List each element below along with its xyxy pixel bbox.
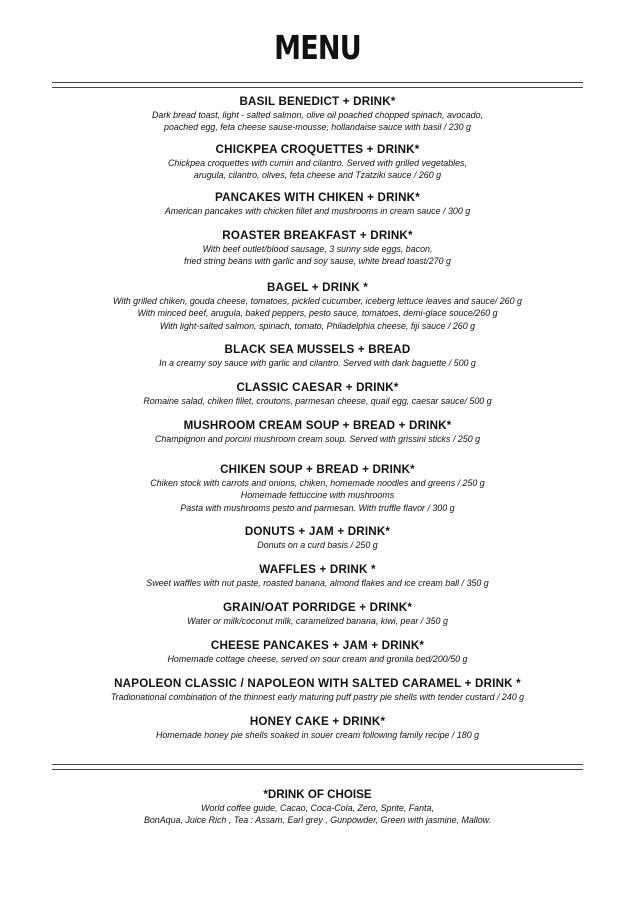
item-name: BAGEL + DRINK * <box>266 281 369 294</box>
item-description: Homemade fettuccine with mushrooms <box>240 490 395 501</box>
item-description: Romaine salad, chiken fillet, croutons, parmesan cheese, quail egg, caesar sauce/ 500 g <box>143 396 492 406</box>
item-name: HONEY CAKE + DRINK* <box>249 715 386 728</box>
item-description: Champignon and porcini mushroom cream soup. Served with grissini sticks / 250 g <box>154 434 481 444</box>
item-name: DONUTS + JAM + DRINK* <box>244 525 391 538</box>
item-description: Homemade cottage cheese, served on sour cream and gronila bed/200/50 g <box>167 654 468 664</box>
item-description: Dark bread toast, light - salted salmon, olive oil poached chopped spinach, avocado, <box>151 110 484 120</box>
item-name: CLASSIC CAESAR + DRINK* <box>236 381 399 394</box>
item-name: WAFFLES + DRINK * <box>259 563 376 576</box>
menu-item <box>20 418 615 462</box>
menu-item <box>20 600 615 638</box>
menu-item <box>20 342 615 380</box>
item-name: CHICKPEA CROQUETTES + DRINK* <box>215 143 420 156</box>
item-name: BASIL BENEDICT + DRINK* <box>239 95 396 108</box>
item-name: CHEESE PANCAKES + JAM + DRINK* <box>210 639 425 652</box>
item-description: Water or milk/coconut milk, caramelized banana, kiwi, pear / 350 g <box>187 616 448 626</box>
drinks-line: BonAqua, Juice Rich , Tea : Assam, Earl grey , Gunpowder, Green with jasmine, Mallow. <box>143 815 492 826</box>
item-name: GRAIN/OAT PORRIDGE + DRINK* <box>222 601 413 614</box>
drinks-title: *DRINK OF CHOISE <box>263 788 372 801</box>
menu-item <box>20 462 615 524</box>
item-description: Tradionational combination of the thinnest early maturing puff pastry pie shells with tender custard / 240 g <box>110 692 525 702</box>
drinks-line: World coffee guide, Cacao, Coca-Cola, Zero, Sprite, Fanta, <box>201 803 434 813</box>
item-name: NAPOLEON CLASSIC / NAPOLEON WITH SALTED CARAMEL + DRINK * <box>114 677 521 690</box>
item-description: poached egg, feta cheese sause-mousse, hollandaise sauce with basil / 230 g <box>164 122 471 133</box>
menu-item <box>20 638 615 676</box>
divider-top-2 <box>52 87 583 88</box>
item-description: With beef outlet/blood sausage, 3 sunny side eggs, bacon, <box>202 244 433 254</box>
menu-item <box>20 228 615 280</box>
menu-item <box>20 190 615 228</box>
divider-bottom-1 <box>52 764 583 765</box>
item-description: arugula, cilantro, olives, feta cheese and Tzatziki sauce / 260 g <box>193 170 442 181</box>
item-name: CHIKEN SOUP + BREAD + DRINK* <box>220 463 415 476</box>
divider-top-1 <box>52 82 583 83</box>
menu-item <box>20 714 615 752</box>
drinks-section <box>20 787 615 827</box>
menu-item <box>20 524 615 562</box>
menu-item <box>20 380 615 418</box>
item-description: Sweet waffles with nut paste, roasted banana, almond flakes and ice cream ball / 350 g <box>146 578 489 588</box>
menu-item <box>20 676 615 714</box>
item-description: fried string beans with garlic and soy sause, white bread toast/270 g <box>184 256 451 267</box>
item-description: With minced beef, arugula, baked peppers, pesto sauce, tomatoes, demi-glace souce/260 g <box>137 308 498 319</box>
menu-item <box>20 280 615 342</box>
item-name: ROASTER BREAKFAST + DRINK* <box>222 229 413 242</box>
item-description: Pasta with mushrooms pesto and parmesan. With truffle flavor / 300 g <box>180 502 455 513</box>
item-description: American pancakes with chicken fillet and mushrooms in cream sauce / 300 g <box>164 206 471 216</box>
menu-item <box>20 94 615 142</box>
item-description: With grilled chiken, gouda cheese, tomatoes, pickled cucumber, iceberg lettuce leaves and sauce/ 260 g <box>113 296 522 306</box>
item-description: Homemade honey pie shells soaked in souer cream following family recipe / 180 g <box>155 730 480 740</box>
item-description: Chickpea croquettes with cumin and cilantro. Served with grilled vegetables, <box>168 158 467 168</box>
item-name: PANCAKES WITH CHIKEN + DRINK* <box>215 191 420 204</box>
menu-list <box>20 94 615 752</box>
menu-item <box>20 142 615 190</box>
menu-title: MENU <box>274 28 361 67</box>
item-name: MUSHROOM CREAM SOUP + BREAD + DRINK* <box>183 419 452 432</box>
divider-bottom-2 <box>52 769 583 770</box>
item-description: With light-salted salmon, spinach, tomato, Philadelphia cheese, fiji sauce / 260 g <box>159 320 476 331</box>
menu-item <box>20 562 615 600</box>
item-description: Chiken stock with carrots and onions, chiken, homemade noodles and greens / 250 g <box>150 478 485 488</box>
item-description: In a creamy soy sauce with garlic and cilantro. Served with dark baguette / 500 g <box>159 358 476 368</box>
item-name: BLACK SEA MUSSELS + BREAD <box>224 343 411 356</box>
item-description: Donuts on a curd basis / 250 g <box>257 540 378 550</box>
